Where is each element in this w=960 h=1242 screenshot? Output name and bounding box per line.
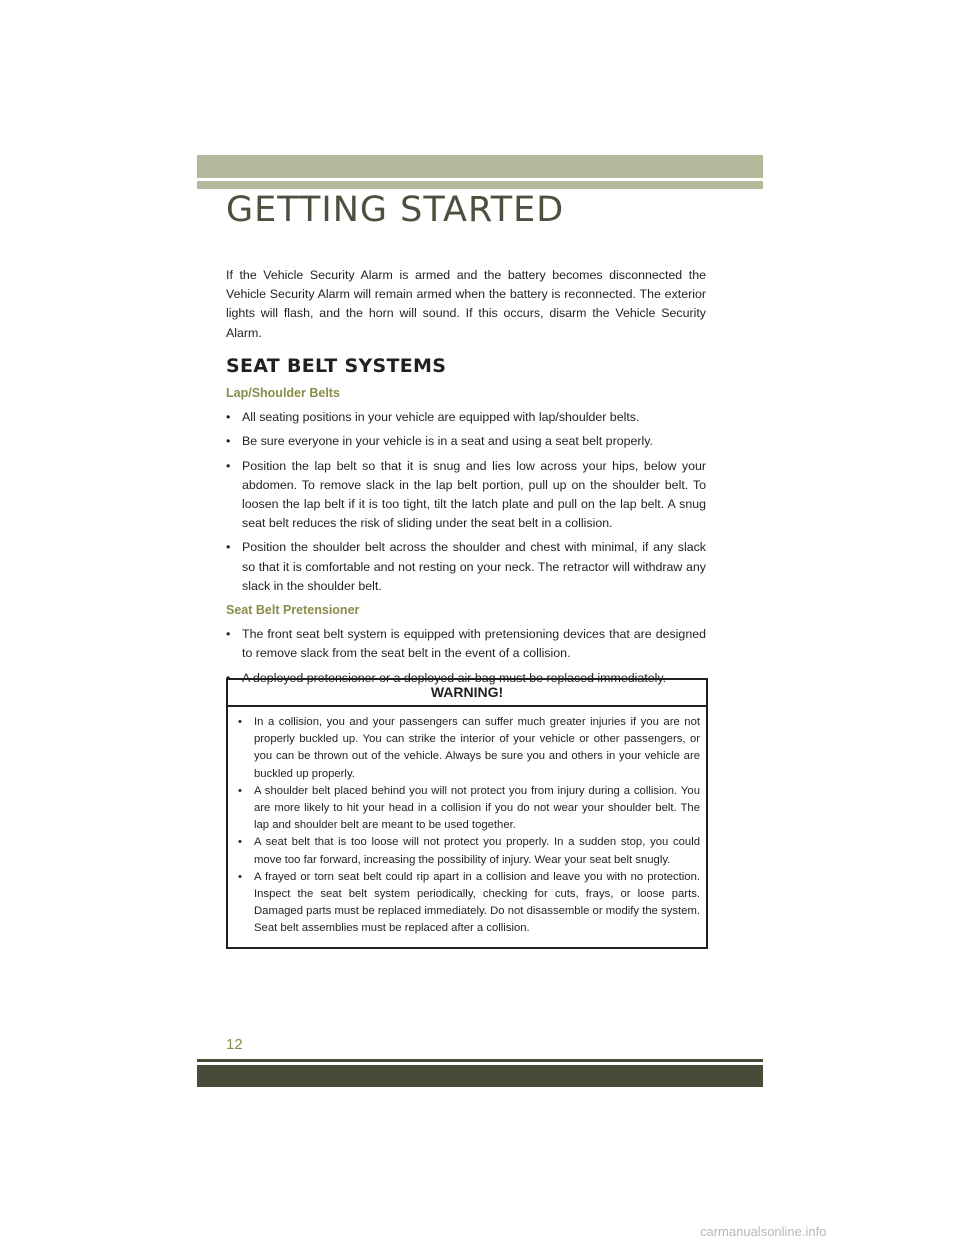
warning-title: WARNING! bbox=[228, 680, 706, 707]
section-title: GETTING STARTED bbox=[226, 190, 565, 230]
warning-box bbox=[226, 678, 708, 949]
footer-rule bbox=[197, 1059, 763, 1062]
list-item: • All seating positions in your vehicle are equipped with lap/shoulder belts. bbox=[226, 408, 706, 427]
list-item: • The front seat belt system is equipped with pretensioning devices that are designed to remove slack from the seat belt in the event of a collision. bbox=[226, 627, 706, 661]
bullet-icon: • bbox=[226, 670, 231, 685]
intro-paragraph: If the Vehicle Security Alarm is armed and the battery becomes disconnected the Vehicle Security Alarm will remain armed when the battery is reconnected. The exterior lights will flash, and the horn will sound. If this occurs, disarm the Vehicle Security Alarm. bbox=[226, 268, 706, 340]
list-item: • A deployed pretensioner or a deployed air bag must be replaced immediately. bbox=[226, 669, 706, 688]
bullet-icon: • bbox=[238, 870, 242, 883]
list-item: • Be sure everyone in your vehicle is in a seat and using a seat belt properly. bbox=[226, 432, 706, 451]
bullet-icon: • bbox=[226, 410, 231, 425]
pretensioner-heading: Seat Belt Pretensioner bbox=[226, 603, 360, 618]
list-item: • A seat belt that is too loose will not protect you properly. In a sudden stop, you could move too far forward, increasing the possibility of injury. Wear your seat belt snugly. bbox=[238, 836, 700, 866]
list-item: • A shoulder belt placed behind you will not protect you from injury during a collision. You are more likely to hit your head in a collision if you do not wear your shoulder belt. The lap and shoulder belt are meant to be used together. bbox=[238, 784, 700, 832]
seat-belt-heading: SEAT BELT SYSTEMS bbox=[226, 354, 447, 377]
header-rule bbox=[197, 181, 763, 189]
warning-body bbox=[228, 707, 706, 947]
list-item: • In a collision, you and your passengers can suffer much greater injuries if you are not properly buckled up. You can strike the interior of your vehicle or other passengers, or you can be thrown out of the vehicle. Always be sure you and others in your vehicle are buckled up properly. bbox=[238, 716, 700, 780]
list-item: • A frayed or torn seat belt could rip apart in a collision and leave you with no protection. Inspect the seat belt system periodically, checking for cuts, frays, or loose parts. Damaged parts must be replaced immediately. Do not disassemble or modify the system. Seat belt assemblies must be replaced after a collision. bbox=[238, 870, 700, 935]
footer-band bbox=[197, 1065, 763, 1087]
bullet-icon: • bbox=[226, 458, 231, 473]
page-content bbox=[226, 266, 706, 693]
bullet-icon: • bbox=[238, 836, 242, 849]
list-item: • Position the shoulder belt across the shoulder and chest with minimal, if any slack so that it is comfortable and not resting on your neck. The retractor will withdraw any slack in the shoulder belt. bbox=[226, 540, 706, 593]
header-band bbox=[197, 155, 763, 178]
bullet-icon: • bbox=[238, 716, 242, 728]
list-item: • Position the lap belt so that it is snug and lies low across your hips, below your abdomen. To remove slack in the lap belt portion, pull up on the shoulder belt. To loosen the lap belt if it is too tight, tilt the latch plate and pull on the lap belt. A snug seat belt reduces the risk of sliding under the seat belt in a collision. bbox=[226, 458, 706, 531]
bullet-icon: • bbox=[226, 627, 231, 642]
bullet-icon: • bbox=[226, 540, 231, 555]
watermark: carmanualsonline.info bbox=[700, 1224, 827, 1239]
bullet-icon: • bbox=[226, 434, 231, 449]
lap-shoulder-list bbox=[226, 408, 706, 596]
page-number: 12 bbox=[226, 1036, 243, 1053]
warning-list bbox=[236, 714, 700, 938]
lap-shoulder-heading: Lap/Shoulder Belts bbox=[226, 386, 340, 401]
bullet-icon: • bbox=[238, 784, 242, 797]
